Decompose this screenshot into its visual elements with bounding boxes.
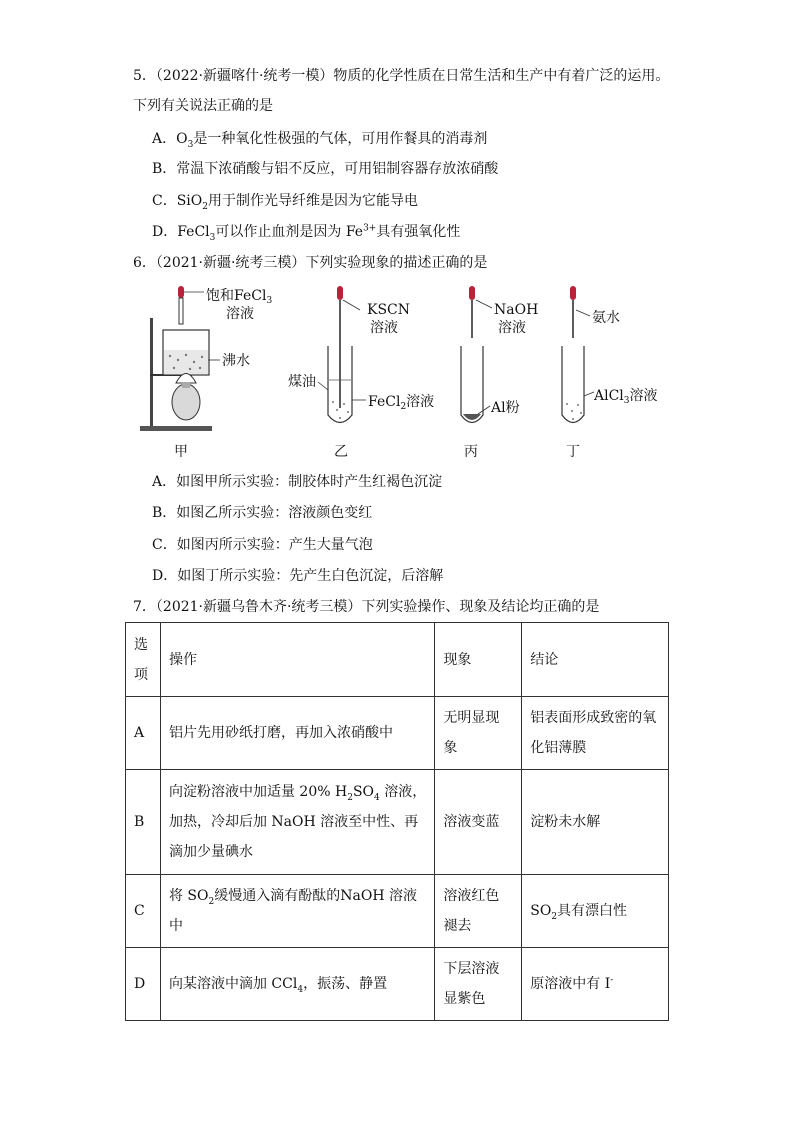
dropper-bulb [337, 286, 343, 300]
yi-oil-label: 煤油 [288, 374, 316, 390]
table-row [126, 948, 669, 1021]
row-option: B [126, 770, 161, 875]
row-option: A [126, 697, 161, 770]
ding-reagent-label: 氨水 [592, 310, 620, 326]
table-header-row [126, 623, 669, 697]
q5-stem-line1: 5．（2022·新疆喀什·统考一模）物质的化学性质在日常生活和生产中有着广泛的运用。 [133, 68, 670, 84]
row-conclusion: $SO_2$具有漂白性 [522, 875, 669, 948]
al-powder [463, 414, 481, 420]
q7-table [125, 622, 669, 1021]
bing-reagent-label-2: 溶液 [498, 320, 526, 336]
stand-rod [150, 318, 153, 428]
jia-caption: 甲 [174, 444, 188, 460]
q6-option-d: D．如图丁所示实验：先产生白色沉淀，后溶解 [152, 568, 444, 584]
q6-apparatus-figure [130, 280, 690, 465]
alcohol-lamp [172, 384, 200, 420]
figure-jia [140, 286, 272, 460]
q5-option-c: C．SiO$_2$用于制作光导纤维是因为它能导电 [152, 193, 418, 212]
stand-base [140, 426, 212, 431]
q5-stem-line2: 下列有关说法正确的是 [133, 98, 273, 114]
q7-stem: 7．（2021·新疆乌鲁木齐·统考三模）下列实验操作、现象及结论均正确的是 [133, 599, 600, 615]
header-option: 选项 [126, 623, 161, 697]
q5-option-a: A．$O_3$是一种氧化性极强的气体，可用作餐具的消毒剂 [152, 131, 488, 150]
figure-bing [461, 286, 538, 460]
dropper-bulb [178, 286, 184, 298]
dropper-tube [179, 298, 183, 324]
row-operation: 将 $SO_2$缓慢通入滴有酚酞的NaOH 溶液中 [160, 875, 434, 948]
beaker-water [164, 350, 208, 374]
row-phenomenon: 无明显现象 [435, 697, 522, 770]
row-operation: 铝片先用砂纸打磨，再加入浓硝酸中 [160, 697, 434, 770]
table-row [126, 875, 669, 948]
yi-solution-label: FeCl$_2$溶液 [368, 394, 435, 412]
header-conclusion: 结论 [522, 623, 669, 697]
q6-option-b: B．如图乙所示实验：溶液颜色变红 [152, 505, 373, 521]
table-row [126, 770, 669, 875]
test-tube [562, 346, 584, 423]
row-conclusion: 原溶液中有 I- [522, 948, 669, 1021]
dropper-bulb [570, 286, 576, 300]
row-phenomenon: 下层溶液显紫色 [435, 948, 522, 1021]
row-phenomenon: 溶液变蓝 [435, 770, 522, 875]
row-option: C [126, 875, 161, 948]
ding-caption: 丁 [566, 444, 580, 460]
q6-option-c: C．如图丙所示实验：产生大量气泡 [152, 537, 373, 553]
q5-option-d: D．FeCl$_3$可以作止血剂是因为 $Fe^{3+}$具有强氧化性 [152, 223, 461, 243]
jia-water-label: 沸水 [222, 353, 250, 369]
row-operation: 向淀粉溶液中加适量 20% $H_2SO_4$ 溶液，加热，冷却后加 NaOH 溶液至中性、再滴加少量碘水 [160, 770, 434, 875]
row-phenomenon: 溶液红色褪去 [435, 875, 522, 948]
row-operation: 向某溶液中滴加 CCl$_4$，振荡、静置 [160, 948, 434, 1021]
q6-stem: 6．（2021·新疆·统考三模）下列实验现象的描述正确的是 [133, 255, 488, 271]
yi-reagent-label-2: 溶液 [370, 320, 398, 336]
yi-caption: 乙 [334, 444, 348, 460]
q5-option-b: B．常温下浓硝酸与铝不反应，可用铝制容器存放浓硝酸 [152, 161, 499, 177]
dropper-bulb [469, 286, 475, 300]
table-row [126, 697, 669, 770]
header-phenomenon: 现象 [435, 623, 522, 697]
figure-yi [288, 286, 434, 460]
test-tube [461, 346, 483, 423]
row-option: D [126, 948, 161, 1021]
bing-solid-label: Al粉 [491, 400, 520, 416]
solution-dots [566, 403, 582, 420]
jia-reagent-label: 饱和FeCl$_3$ [206, 288, 273, 306]
figure-ding [562, 286, 658, 460]
ding-solution-label: AlCl$_3$溶液 [594, 388, 658, 406]
lamp-neck [182, 382, 190, 388]
bing-reagent-label: NaOH [494, 302, 539, 318]
q6-option-a: A．如图甲所示实验：制胶体时产生红褐色沉淀 [152, 474, 443, 490]
bing-caption: 丙 [464, 444, 478, 460]
yi-reagent-label: KSCN [367, 302, 411, 318]
row-conclusion: 淀粉未水解 [522, 770, 669, 875]
row-conclusion: 铝表面形成致密的氧化铝薄膜 [522, 697, 669, 770]
jia-reagent-label-2: 溶液 [226, 306, 254, 322]
header-operation: 操作 [160, 623, 434, 697]
